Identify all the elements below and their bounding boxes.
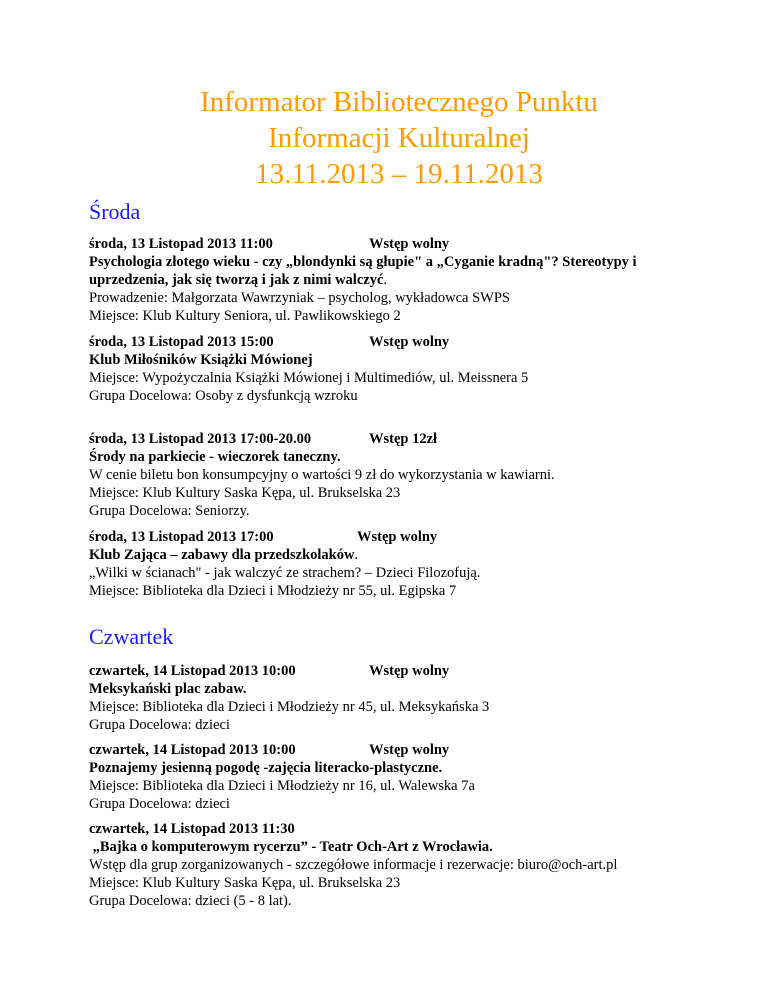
day-heading-sroda: Środa: [89, 199, 141, 224]
event-location: Miejsce: Biblioteka dla Dzieci i Młodzieży nr 55, ul. Egipska 7: [89, 583, 457, 599]
event-location: Miejsce: Wypożyczalnia Książki Mówionej i Multimediów, ul. Meissnera 5: [89, 370, 529, 386]
event-title: Środy na parkiecie - wieczorek taneczny.: [89, 449, 341, 465]
event-date: środa, 13 Listopad 2013 17:00-20.00: [89, 431, 312, 447]
event-date-line: [89, 333, 709, 351]
event-date-line: [89, 235, 709, 253]
event-entry-fee: Wstęp wolny: [369, 236, 450, 252]
event-audience: Grupa Docelowa: Seniorzy.: [89, 503, 250, 519]
title-line-1: Informator Bibliotecznego Punktu: [200, 86, 598, 118]
event-date: środa, 13 Listopad 2013 17:00: [89, 529, 274, 545]
event-detail: W cenie biletu bon konsumpcyjny o wartości 9 zł do wykorzystania w kawiarni.: [89, 467, 555, 483]
event-location: Miejsce: Biblioteka dla Dzieci i Młodzieży nr 45, ul. Meksykańska 3: [89, 699, 490, 715]
event-location: Miejsce: Klub Kultury Seniora, ul. Pawlikowskiego 2: [89, 308, 401, 324]
event-location: Miejsce: Klub Kultury Saska Kępa, ul. Brukselska 23: [89, 485, 401, 501]
event-date-line: [89, 528, 709, 546]
event-date: czwartek, 14 Listopad 2013 11:30: [89, 821, 295, 837]
event-item: [89, 820, 709, 910]
event-entry-fee: Wstęp wolny: [357, 529, 438, 545]
event-detail: Wstęp dla grup zorganizowanych - szczegółowe informacje i rezerwacje: biuro@och-art.pl: [89, 857, 618, 873]
event-title: Klub Miłośników Książki Mówionej: [89, 352, 313, 368]
event-date: czwartek, 14 Listopad 2013 10:00: [89, 742, 296, 758]
event-date-line: [89, 430, 709, 448]
event-date: czwartek, 14 Listopad 2013 10:00: [89, 663, 296, 679]
event-item: [89, 528, 709, 600]
event-title: Klub Zająca – zabawy dla przedszkolaków.: [89, 547, 359, 563]
event-location: Miejsce: Klub Kultury Saska Kępa, ul. Brukselska 23: [89, 875, 401, 891]
event-audience: Grupa Docelowa: dzieci (5 - 8 lat).: [89, 893, 292, 909]
event-detail: „Wilki w ścianach" - jak walczyć ze strachem? – Dzieci Filozofują.: [89, 565, 481, 581]
event-date: środa, 13 Listopad 2013 11:00: [89, 236, 273, 252]
event-title: Meksykański plac zabaw.: [89, 681, 247, 697]
event-title: Psychologia złotego wieku - czy „blondynki są głupie" a „Cyganie kradną"? Stereotypy i uprzedzenia, jak się tworzą i jak z nimi walczyć.: [89, 254, 637, 288]
event-audience: Grupa Docelowa: dzieci: [89, 717, 230, 733]
event-entry-fee: Wstęp 12zł: [369, 431, 438, 447]
event-item: [89, 430, 709, 520]
event-date-line: [89, 741, 709, 759]
event-entry-fee: Wstęp wolny: [369, 334, 450, 350]
day-heading-czwartek: Czwartek: [89, 624, 174, 649]
event-item: [89, 333, 709, 405]
event-audience: Grupa Docelowa: Osoby z dysfunkcją wzroku: [89, 388, 358, 404]
event-audience: Grupa Docelowa: dzieci: [89, 796, 230, 812]
event-date-line: [89, 662, 709, 680]
event-date: środa, 13 Listopad 2013 15:00: [89, 334, 274, 350]
document-title: [89, 84, 709, 192]
event-title: Poznajemy jesienną pogodę -zajęcia literacko-plastyczne.: [89, 760, 443, 776]
event-location: Miejsce: Biblioteka dla Dzieci i Młodzieży nr 16, ul. Walewska 7a: [89, 778, 475, 794]
title-line-2: Informacji Kulturalnej: [268, 122, 530, 154]
event-detail: Prowadzenie: Małgorzata Wawrzyniak – psycholog, wykładowca SWPS: [89, 290, 510, 306]
event-entry-fee: Wstęp wolny: [369, 663, 450, 679]
event-item: [89, 741, 709, 813]
event-entry-fee: Wstęp wolny: [369, 742, 450, 758]
event-item: [89, 235, 709, 325]
event-title: „Bajka o komputerowym rycerzu” - Teatr Och-Art z Wrocławia.: [89, 839, 493, 855]
event-item: [89, 662, 709, 734]
title-line-3: 13.11.2013 – 19.11.2013: [255, 158, 543, 190]
